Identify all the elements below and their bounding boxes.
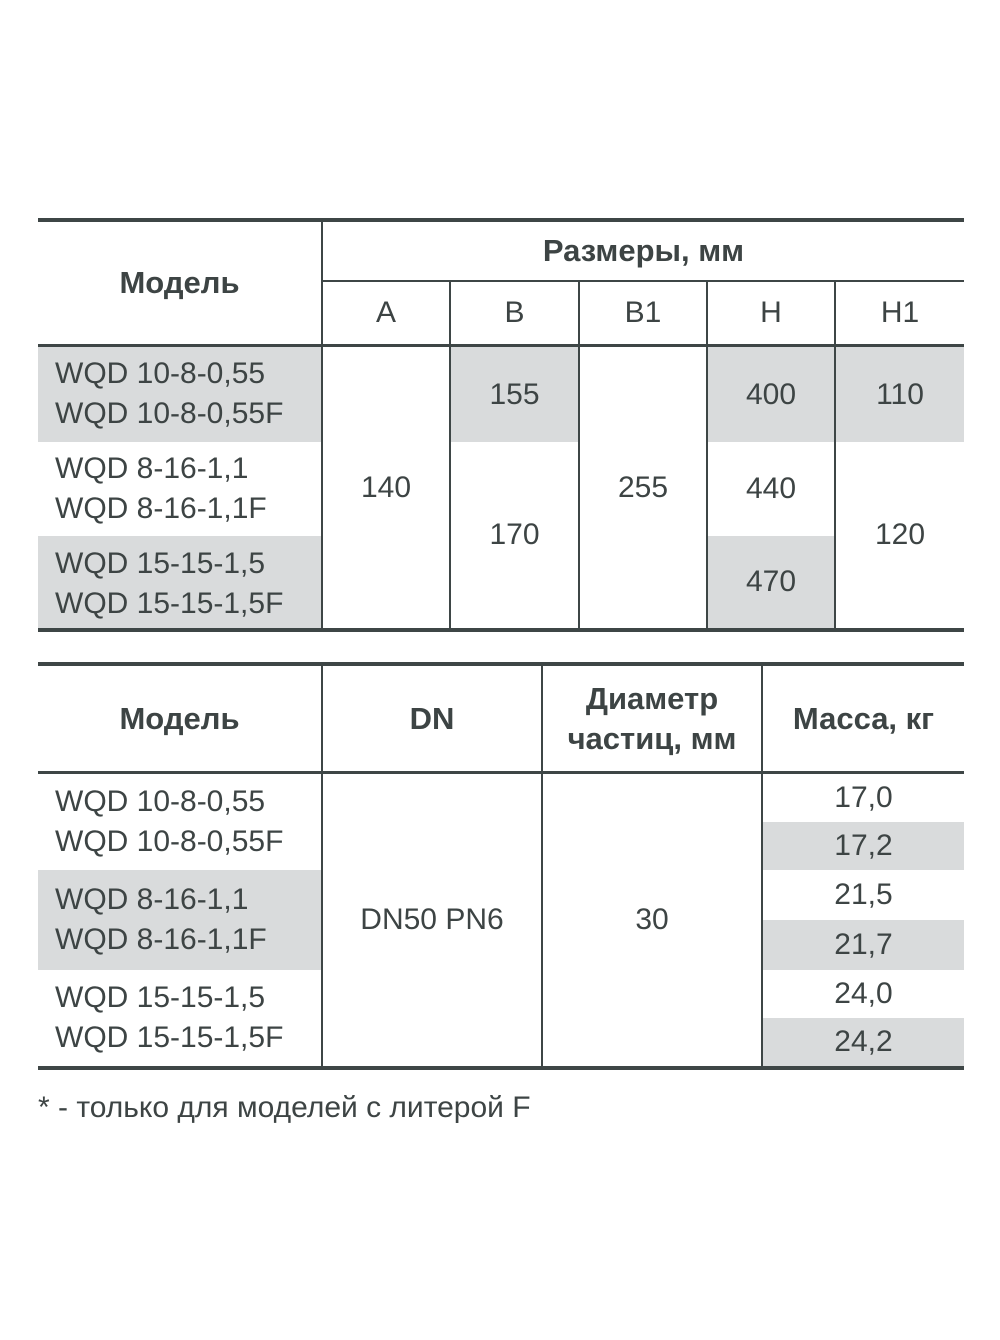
dimensions-group-header: Размеры, мм (542, 233, 745, 268)
diameter-header (543, 666, 761, 771)
model-row-3 (55, 978, 283, 1058)
model-row-2 (55, 880, 267, 960)
model-name: WQD 15-15-1,5F (55, 1021, 284, 1054)
model-name: WQD 8-16-1,1F (55, 492, 267, 525)
model-name: WQD 8-16-1,1 (55, 452, 249, 485)
col-header-a: A (375, 296, 396, 329)
col-header-h1: H1 (880, 296, 920, 329)
value-h1-rows23: 120 (874, 518, 926, 551)
mass-value: 21,5 (834, 878, 893, 911)
model-name: WQD 10-8-0,55F (55, 825, 284, 858)
model-name: WQD 15-15-1,5 (55, 981, 266, 1014)
model-name: WQD 15-15-1,5F (55, 587, 284, 620)
value-h-row2: 440 (745, 472, 797, 505)
model-name: WQD 10-8-0,55 (55, 785, 266, 818)
dn-value: DN50 PN6 (360, 903, 504, 936)
mass-value: 24,0 (834, 977, 893, 1010)
bottom-rule (38, 628, 964, 632)
dimensions-table (38, 218, 964, 634)
mass-value: 24,2 (834, 1025, 893, 1058)
model-row-2 (55, 449, 267, 529)
dn-header: DN (409, 700, 455, 736)
value-b-rows23: 170 (489, 518, 540, 551)
spec-table (38, 662, 964, 1074)
col-header-b1: B1 (624, 296, 662, 329)
diameter-value: 30 (635, 903, 669, 936)
value-h-row3: 470 (745, 565, 797, 598)
diameter-header-line1: Диаметр (585, 680, 719, 716)
diameter-header-line2: частиц, мм (567, 720, 737, 756)
model-name: WQD 8-16-1,1F (55, 923, 267, 956)
col-header-h: H (760, 296, 782, 329)
model-header: Модель (119, 700, 240, 736)
value-h1-row1: 110 (876, 377, 924, 411)
col-header-b: B (504, 296, 525, 329)
value-b-row1: 155 (489, 377, 540, 411)
mass-value: 17,2 (834, 829, 893, 862)
model-name: WQD 15-15-1,5 (55, 547, 266, 580)
footnote: * - только для моделей с литерой F (38, 1091, 531, 1124)
model-name: WQD 10-8-0,55 (55, 357, 266, 390)
mass-value: 17,0 (834, 781, 893, 814)
model-name: WQD 8-16-1,1 (55, 883, 249, 916)
value-b1: 255 (617, 470, 669, 504)
mass-value: 21,7 (834, 928, 893, 961)
model-row-1 (55, 782, 283, 862)
mass-header: Масса, кг (792, 700, 935, 736)
model-row-1 (55, 354, 283, 434)
bottom-rule (38, 1066, 964, 1070)
model-name: WQD 10-8-0,55F (55, 397, 284, 430)
value-h-row1: 400 (745, 377, 797, 411)
model-header: Модель (119, 265, 240, 300)
value-a: 140 (360, 470, 412, 504)
model-row-3 (55, 544, 283, 624)
